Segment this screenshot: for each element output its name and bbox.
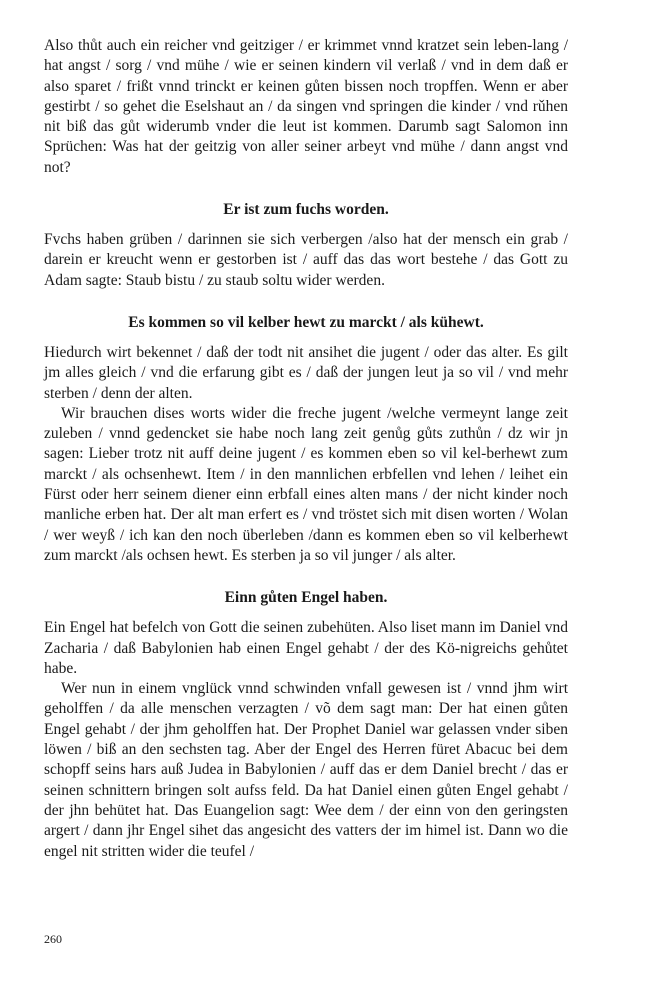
engel-paragraph-2: Wer nun in einem vnglück vnnd schwinden vnfall gewesen ist / vnnd jhm wirt geholffen / da alle menschen verzagten / võ dem sagt man: Der hat einen gůten Engel gehabt / der jhm geholffen hat. Der Prophet Daniel war gelassen vnder siben löwen / biß an den sechsten tag. Aber der Engel des Herren füret Abacuc bei dem schopff seins hars auß Judea in Babylonien / auff das er dem Daniel brecht / das er seinen schnittern bringen solt aufss feld. Da hat Daniel einen gůten Engel gehabt / der jhn behütet hat. Das Euangelion sagt: Wee dem / der einn von den geringsten argert / dann jhr Engel sihet das angesicht des vatters der im himel ist. Dann wo die engel nit stritten wider die teufel / [44,680,568,860]
page-body [44,36,568,862]
section-spacer [44,566,568,588]
section-spacer [44,333,568,343]
engel-paragraph-1: Ein Engel hat befelch von Gott die seinen zubehüten. Also liset mann im Daniel vnd Zacharia / daß Babylonien hab einen Engel gehabt / der des Kö-nigreichs gehůtet habe. [44,619,568,677]
kelber-paragraph-2: Wir brauchen dises worts wider die freche jugent /welche vermeynt lange zeit zuleben / vnnd gedencket sie habe noch lang zeit genůg gůts zuthůn / dz wir jn sagen: Lieber trotz nit auff deine jugent / es kommen eben so vil kel-berhewt zum marckt / als ochsenhewt. Item / in den mannlichen erbfellen vnd lehen / leihet ein Fürst oder herr seinem diener einn erbfall eines alten mans / der nicht kinder noch manliche erben hat. Der alt man erfert es / vnd tröstet sich mit disen worten / Wolan / wer weyß / ich kan den noch überleben /dann es kommen eben so vil kelberhewt zum marckt /als ochsen hewt. Es sterben ja so vil junger / als alter. [44,404,568,564]
fuchs-paragraph: Fvchs haben grüben / darinnen sie sich verbergen /also hat der mensch ein grab / darein er kreucht wenn er gestorben ist / auff das das wort bestehe / das Gott zu Adam sagte: Staub bistu / zu staub soltu wider werden. [44,231,568,289]
heading-kelber: Es kommen so vil kelber hewt zu marckt / als kühewt. [128,313,484,331]
page-number: 260 [44,932,62,946]
section-spacer [44,178,568,200]
section-spacer [44,220,568,230]
heading-engel: Einn gůten Engel haben. [224,589,388,607]
intro-paragraph: Also thůt auch ein reicher vnd geitziger / er krimmet vnnd kratzet sein leben-lang / hat angst / sorg / vnd mühe / wie er seinen kindern vil verlaß / vnd in dem daß er also sparet / frißt vnnd trinckt er keinen gůten bissen noch tropffen. Wenn er aber gestirbt / so gehet die Eselshaut an / da singen vnd springen die kinder / vnd rǔhen nit biß das gůt widerumb vnder die leut ist kommen. Darumb sagt Salomon inn Sprüchen: Was hat der geitzig von aller seiner arbeyt vnd mühe / dann angst vnd not? [44,37,568,176]
section-spacer [44,608,568,618]
heading-fuchs: Er ist zum fuchs worden. [223,201,389,219]
section-spacer [44,291,568,313]
kelber-paragraph-1: Hiedurch wirt bekennet / daß der todt nit ansihet die jugent / oder das alter. Es gilt jm alles gleich / vnd die erfarung gibt es / daß der jungen leut ja so vil / vnd mehr sterben / denn der alten. [44,343,568,402]
